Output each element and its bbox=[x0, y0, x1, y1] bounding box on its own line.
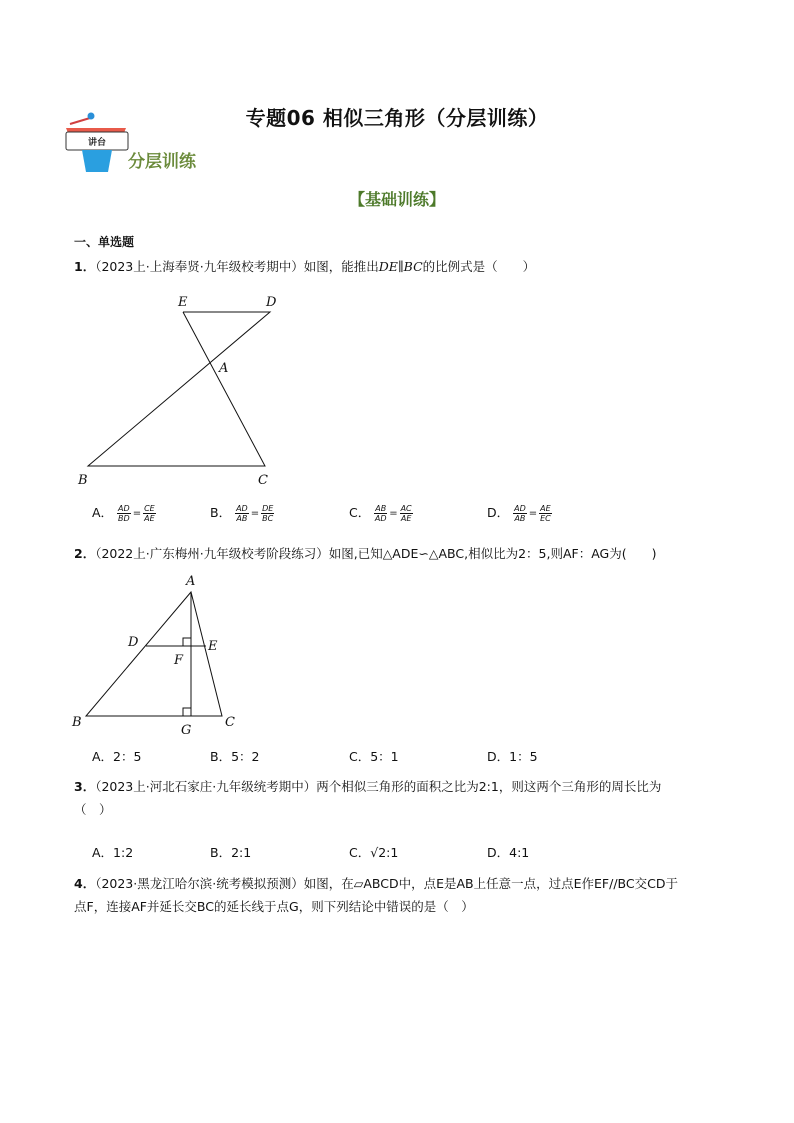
q2-label-e: E bbox=[208, 639, 218, 654]
q1-option-a-n2: CE bbox=[144, 504, 155, 513]
logo-text: 讲台 bbox=[87, 138, 107, 148]
q1-option-b-letter: B． bbox=[210, 505, 232, 520]
q2-source: （2022上·广东梅州·九年级校考阶段练习） bbox=[95, 546, 329, 561]
section-heading: 一、单选题 bbox=[74, 235, 135, 249]
page-title: 专题06 相似三角形（分层训练） bbox=[245, 106, 549, 130]
q1-option-d-d2: EC bbox=[540, 514, 551, 523]
q2-label-a: A bbox=[186, 574, 196, 589]
q4-text: 如图，在▱ABCD中，点E是AB上任意一点，过点E作EF//BC交CD于 bbox=[303, 876, 678, 891]
q1-option-b-d2: BC bbox=[262, 514, 274, 523]
q2-label-d: D bbox=[128, 635, 139, 650]
q1-option-a[interactable]: A． $\frac{AD}{BD}$ = $\frac{CE}{AE}$ bbox=[92, 504, 155, 523]
q2-option-c[interactable]: C．5：1 bbox=[349, 749, 399, 764]
q2-number: 2． bbox=[74, 546, 96, 561]
q2-figure bbox=[68, 570, 258, 740]
q3-option-b[interactable]: B．2:1 bbox=[210, 845, 252, 860]
layer-label: 分层训练 bbox=[128, 152, 196, 172]
q4-number: 4． bbox=[74, 876, 96, 891]
q2-option-b[interactable]: B．5：2 bbox=[210, 749, 260, 764]
q1-option-b-n2: DE bbox=[262, 504, 274, 513]
q3-option-a[interactable]: A．1:2 bbox=[92, 845, 134, 860]
q1-option-a-frac2 bbox=[143, 504, 156, 523]
q1-option-b[interactable]: B． $\frac{AD}{AB}$ = $\frac{DE}{BC}$ bbox=[210, 504, 274, 523]
q2-label-b: B bbox=[72, 715, 82, 730]
question-2 bbox=[74, 542, 734, 565]
q1-option-c-d1: AD bbox=[374, 514, 387, 523]
q1-option-d-frac1 bbox=[513, 504, 527, 523]
q1-option-a-letter: A． bbox=[92, 505, 114, 520]
q1-source: （2023上·上海奉贤·九年级校考期中） bbox=[95, 259, 304, 274]
q1-option-c[interactable]: C． $\frac{AB}{AD}$ = $\frac{AC}{AE}$ bbox=[349, 504, 412, 523]
q1-option-b-d1: AB bbox=[236, 514, 248, 523]
question-3 bbox=[74, 775, 734, 821]
q1-label-b: B bbox=[78, 473, 88, 488]
q3-source: （2023上·河北石家庄·九年级统考期中） bbox=[95, 779, 317, 794]
q1-option-d-n1: AD bbox=[514, 504, 526, 513]
q3-text-2: （ ） bbox=[74, 802, 112, 817]
q1-option-d-d1: AB bbox=[514, 514, 526, 523]
q3-number: 3． bbox=[74, 779, 96, 794]
q1-option-c-n1: AB bbox=[375, 504, 387, 513]
q1-option-c-d2: AE bbox=[400, 514, 412, 523]
q4-text-2: 点F，连接AF并延长交BC的延长线于点G，则下列结论中错误的是（ ） bbox=[74, 899, 474, 914]
q1-label-c: C bbox=[258, 473, 268, 488]
q1-label-e: E bbox=[178, 295, 188, 310]
q1-text-post: 的比例式是（ ） bbox=[422, 259, 536, 274]
q3-text: 两个相似三角形的面积之比为2:1，则这两个三角形的周长比为 bbox=[316, 779, 662, 794]
q1-number: 1． bbox=[74, 259, 96, 274]
q2-option-a[interactable]: A．2：5 bbox=[92, 749, 142, 764]
q3-option-d[interactable]: D．4:1 bbox=[487, 845, 530, 860]
q1-option-d-letter: D． bbox=[487, 505, 510, 520]
question-1 bbox=[74, 255, 734, 278]
q1-option-c-frac2 bbox=[400, 504, 413, 523]
q1-figure bbox=[70, 290, 290, 490]
q2-option-d[interactable]: D．1：5 bbox=[487, 749, 538, 764]
q1-option-a-n1: AD bbox=[118, 504, 130, 513]
q1-option-d[interactable]: D． $\frac{AD}{AB}$ = $\frac{AE}{EC}$ bbox=[487, 504, 551, 523]
q1-label-d: D bbox=[266, 295, 277, 310]
q1-option-c-n2: AC bbox=[400, 504, 412, 513]
q3-option-c[interactable]: C．√2:1 bbox=[349, 845, 399, 860]
q1-option-a-d1: BD bbox=[118, 514, 130, 523]
q1-option-b-frac1 bbox=[235, 504, 249, 523]
q2-label-f: F bbox=[174, 653, 184, 668]
q2-label-c: C bbox=[225, 715, 235, 730]
q1-option-a-frac1 bbox=[117, 504, 131, 523]
q1-option-b-n1: AD bbox=[236, 504, 248, 513]
q1-option-d-n2: AE bbox=[540, 504, 551, 513]
q1-option-c-letter: C． bbox=[349, 505, 371, 520]
basic-section-heading: 【基础训练】 bbox=[348, 190, 445, 209]
q1-option-d-frac2 bbox=[539, 504, 552, 523]
q1-option-a-d2: AE bbox=[144, 514, 155, 523]
q1-option-c-frac1 bbox=[374, 504, 387, 523]
q2-label-g: G bbox=[181, 723, 192, 738]
q1-option-b-frac2 bbox=[261, 504, 274, 523]
q1-label-a: A bbox=[219, 361, 229, 376]
q1-math: DE∥BC bbox=[378, 259, 423, 274]
q2-text: 如图,已知△ADE∽△ABC,相似比为2：5,则AF：AG为( ) bbox=[328, 546, 657, 561]
q4-source: （2023·黑龙江哈尔滨·统考模拟预测） bbox=[95, 876, 304, 891]
question-4 bbox=[74, 872, 734, 918]
q1-text-pre: 如图，能推出 bbox=[303, 259, 379, 274]
